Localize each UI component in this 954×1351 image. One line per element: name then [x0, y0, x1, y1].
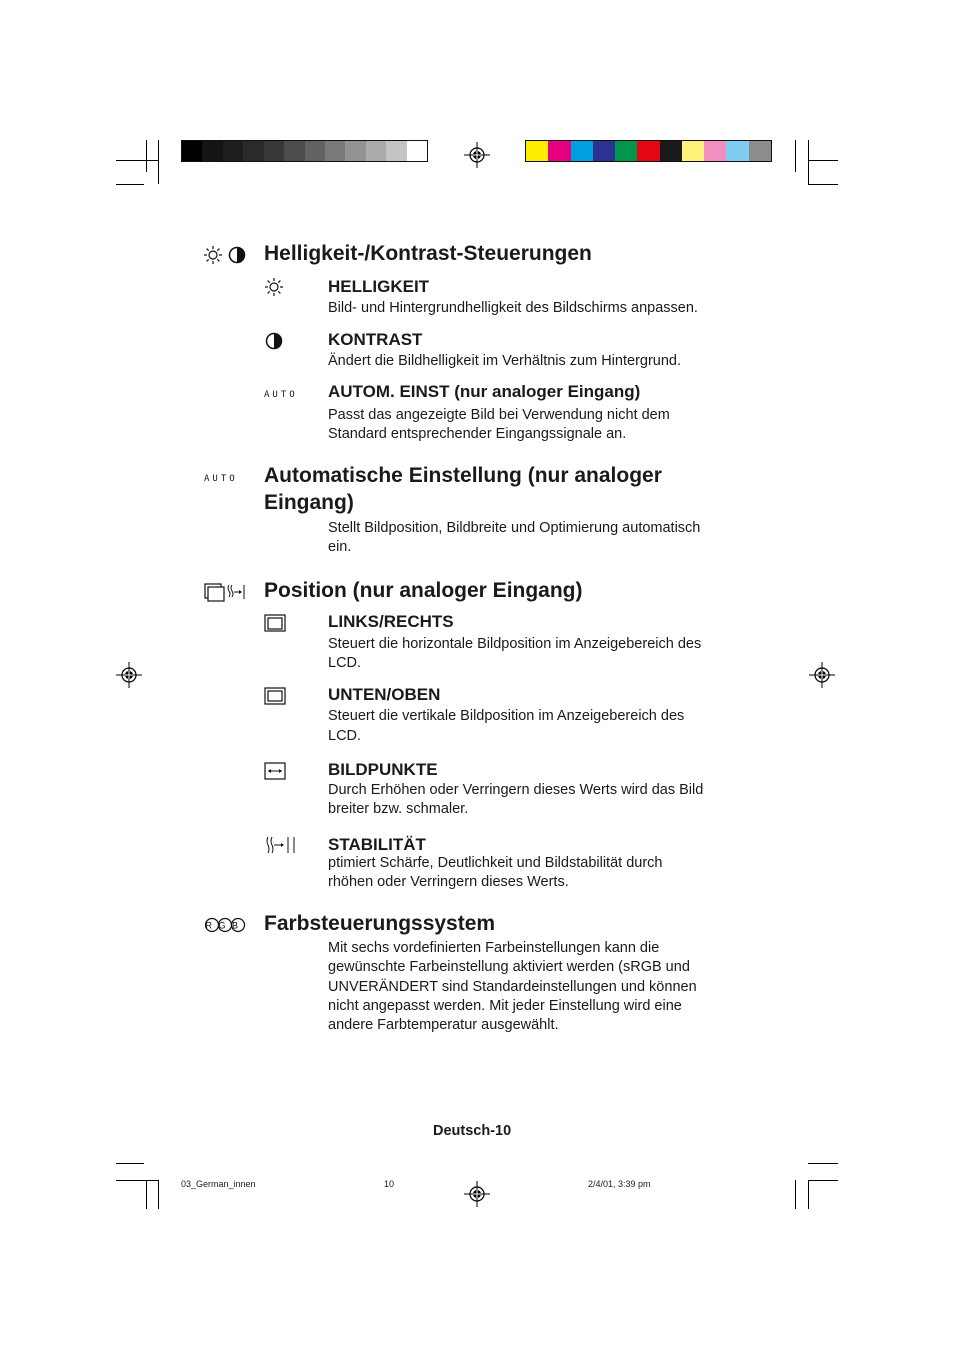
item-title-links-rechts: LINKS/RECHTS — [328, 612, 454, 631]
slug-page-number: 10 — [384, 1179, 395, 1189]
item-text-stabilitaet-line2: rhöhen oder Verringern dieses Werts. — [328, 874, 569, 890]
half-circle-icon — [264, 331, 284, 351]
sun-icon — [203, 245, 223, 265]
item-title-stabilitaet: STABILITÄT — [328, 835, 426, 854]
item-title-unten-oben: UNTEN/OBEN — [328, 685, 441, 704]
color-swatch — [704, 141, 726, 161]
section-text-color-line3: UNVERÄNDERT sind Standardeinstellungen und können — [328, 979, 697, 995]
color-swatch — [726, 141, 748, 161]
item-text-autom-einst-line1: Passt das angezeigte Bild bei Verwendung nicht dem — [328, 407, 670, 423]
slug-date: 2/4/01, 3:39 pm — [588, 1179, 651, 1189]
item-text-autom-einst-line2: Standard entsprechender Eingangssignale an. — [328, 426, 627, 442]
auto-icon: AUTO — [264, 390, 298, 400]
item-text-stabilitaet-line1: ptimiert Schärfe, Deutlichkeit und Bildstabilität durch — [328, 855, 663, 871]
registration-mark-icon — [809, 662, 835, 688]
registration-mark-icon — [464, 1181, 490, 1207]
item-text-bildpunkte-line1: Durch Erhöhen oder Verringern dieses Werts wird das Bild — [328, 782, 704, 798]
color-swatch — [682, 141, 704, 161]
color-swatch — [593, 141, 615, 161]
gray-swatch — [243, 141, 263, 161]
gray-swatch — [182, 141, 202, 161]
gray-calibration-bar — [181, 140, 428, 162]
gray-swatch — [325, 141, 345, 161]
section-text-auto-adjust-line1: Stellt Bildposition, Bildbreite und Optimierung automatisch — [328, 520, 701, 536]
gray-swatch — [202, 141, 222, 161]
item-title-kontrast: KONTRAST — [328, 330, 423, 349]
item-text-kontrast: Ändert die Bildhelligkeit im Verhältnis zum Hintergrund. — [328, 353, 682, 369]
item-title-helligkeit: HELLIGKEIT — [328, 277, 430, 296]
sun-icon — [264, 277, 284, 297]
section-title-auto-adjust-line2: Eingang) — [264, 491, 354, 514]
color-swatch — [615, 141, 637, 161]
section-title-color: Farbsteuerungssystem — [264, 912, 496, 935]
registration-mark-icon — [116, 662, 142, 688]
half-circle-icon — [227, 245, 247, 265]
rgb-icon-label: RGB — [205, 920, 245, 931]
page-number-label: Deutsch-10 — [433, 1123, 512, 1139]
color-swatch — [548, 141, 570, 161]
item-text-unten-oben-line1: Steuert die vertikale Bildposition im Anzeigebereich des — [328, 708, 685, 724]
color-swatch — [571, 141, 593, 161]
slug-file-name: 03_German_innen — [181, 1179, 256, 1189]
item-text-links-rechts-line1: Steuert die horizontale Bildposition im Anzeigebereich des — [328, 636, 702, 652]
section-title-position: Position (nur analoger Eingang) — [264, 579, 583, 602]
item-title-autom-einst: AUTOM. EINST (nur analoger Eingang) — [328, 382, 641, 401]
gray-swatch — [305, 141, 325, 161]
gray-swatch — [264, 141, 284, 161]
rgb-icon — [204, 915, 246, 935]
color-calibration-bar — [525, 140, 772, 162]
item-text-bildpunkte-line2: breiter bzw. schmaler. — [328, 801, 469, 817]
color-swatch — [660, 141, 682, 161]
gray-swatch — [345, 141, 365, 161]
gray-swatch — [366, 141, 386, 161]
registration-mark-icon — [464, 142, 490, 168]
section-title-brightness-contrast: Helligkeit-/Kontrast-Steuerungen — [264, 242, 592, 265]
auto-icon: AUTO — [204, 474, 238, 484]
left-right-icon — [264, 614, 286, 632]
item-text-unten-oben-line2: LCD. — [328, 728, 362, 744]
section-title-auto-adjust-line1: Automatische Einstellung (nur analoger — [264, 464, 662, 487]
section-text-auto-adjust-line2: ein. — [328, 539, 352, 555]
position-icon — [204, 582, 248, 602]
stability-icon — [264, 835, 298, 855]
gray-swatch — [386, 141, 406, 161]
gray-swatch — [284, 141, 304, 161]
section-text-color-line4: nicht angepasst werden. Mit jeder Einstellung wird eine — [328, 998, 682, 1014]
section-text-color-line1: Mit sechs vordefinierten Farbeinstellungen kann die — [328, 940, 660, 956]
color-swatch — [637, 141, 659, 161]
color-swatch — [526, 141, 548, 161]
pixel-width-icon — [264, 762, 286, 780]
item-text-helligkeit: Bild- und Hintergrundhelligkeit des Bildschirms anpassen. — [328, 300, 698, 316]
item-text-links-rechts-line2: LCD. — [328, 655, 362, 671]
up-down-icon — [264, 687, 286, 705]
section-text-color-line5: andere Farbtemperatur ausgewählt. — [328, 1017, 559, 1033]
item-title-bildpunkte: BILDPUNKTE — [328, 760, 438, 779]
gray-swatch — [223, 141, 243, 161]
color-swatch — [749, 141, 771, 161]
gray-swatch — [407, 141, 427, 161]
section-text-color-line2: gewünschte Farbeinstellung aktiviert werden (sRGB und — [328, 959, 690, 975]
